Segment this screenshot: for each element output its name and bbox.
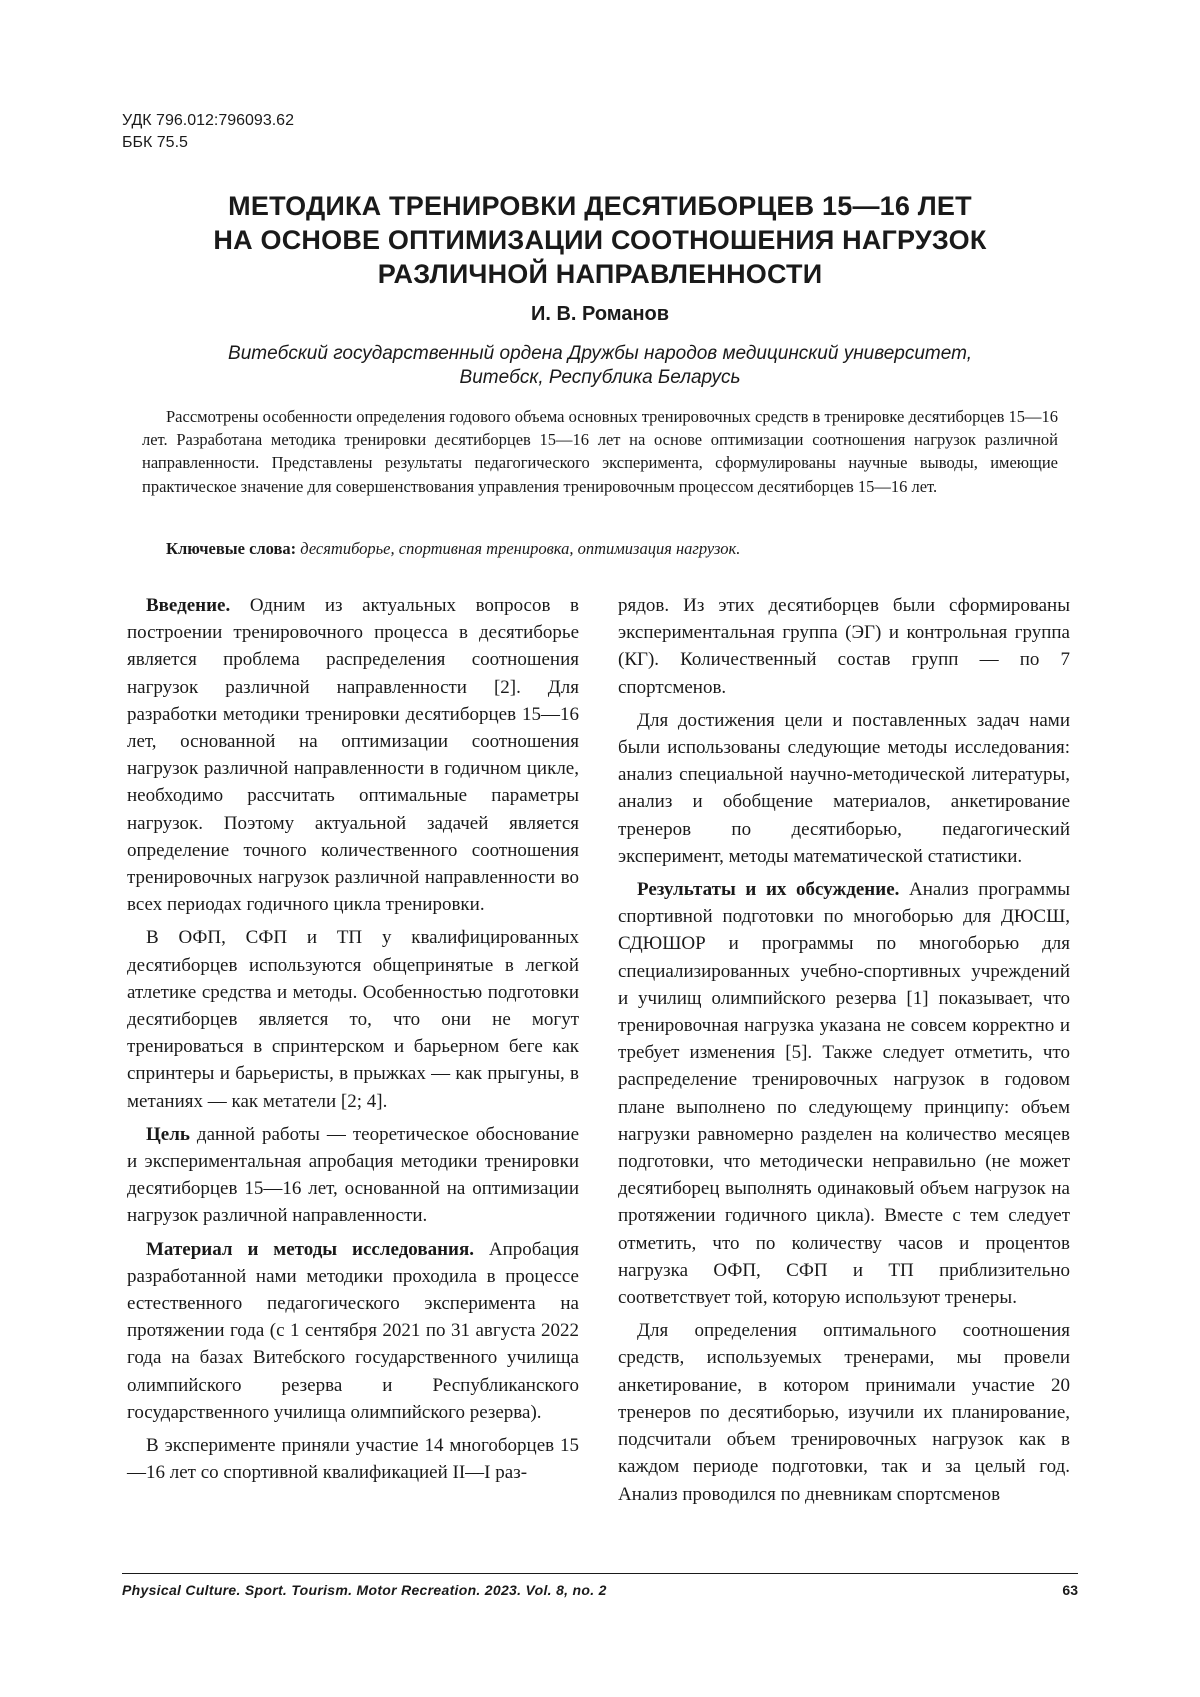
paragraph-materials-methods [127,1236,579,1426]
paragraph-results [618,876,1070,1311]
section-heading-results: Результаты и их обсуждение. [637,879,900,901]
title-line-1: МЕТОДИКА ТРЕНИРОВКИ ДЕСЯТИБОРЦЕВ 15—16 ЛЕТ [228,191,972,221]
udc-code: УДК 796.012:796093.62 [122,112,294,129]
article-title [150,189,1050,291]
title-line-2: НА ОСНОВЕ ОПТИМИЗАЦИИ СООТНОШЕНИЯ НАГРУЗОК [213,225,987,255]
right-column [618,592,1070,1514]
abstract: Рассмотрены особенности определения годового объема основных тренировочных средств в тренировке десятиборцев 15—16 лет. Разработана методика тренировки десятиборцев 15—16 лет на основе оптимизации соотношения нагрузок различной направленности. Представлены результаты педагогического эксперимента, сформулированы научные выводы, имеющие практическое значение для совершенствования управления тренировочным процессом десятиборцев 15—16 лет. [142,407,1058,496]
section-heading-introduction: Введение. [146,595,231,616]
page-number: 63 [1062,1582,1078,1598]
journal-citation: Physical Culture. Sport. Tourism. Motor Recreation. 2023. Vol. 8, no. 2 [122,1582,607,1598]
bbk-code: ББК 75.5 [122,134,188,151]
paragraph-participants: В эксперименте приняли участие 14 многоборцев 15—16 лет со спортивной квалификацией II—I раз- [127,1435,579,1484]
keywords [166,539,1046,559]
paragraph-introduction [127,592,579,918]
author-name: И. В. Романов [530,303,670,325]
footer-divider [122,1573,1078,1574]
paragraph-survey: Для определения оптимального соотношения средств, используемых тренерами, мы провели анкетирование, в котором принимали участие 20 тренеров по десятиборью, изучили их планирование, подсчитали объем тренировочных нагрузок как в каждом периоде подготовки, так и за целый год. Анализ проводился по дневникам спортсменов [618,1320,1070,1505]
affiliation [150,342,1050,390]
paragraph-research-methods: Для достижения цели и поставленных задач нами были использованы следующие методы исследования: анализ специальной научно-методической литературы, анализ и обобщение материалов, анкетирование тренеров по десятиборью, педагогический эксперимент, методы математической статистики. [618,709,1070,867]
classification-codes [122,110,294,154]
keywords-label: Ключевые слова: [166,539,297,558]
left-column [127,592,579,1493]
paragraph-training-methods: В ОФП, СФП и ТП у квалифицированных десятиборцев используются общепринятые в легкой атлетике средства и методы. Особенностью подготовки десятиборцев является то, что они не могут тренироваться в спринтерском и барьерном беге как спринтеры и барьеристы, в прыжках — как прыгуны, в метаниях — как метатели [2; 4]. [127,927,579,1112]
affiliation-line-1: Витебский государственный ордена Дружбы народов медицинский университет, [228,343,972,364]
paragraph-text: Одним из актуальных вопросов в построении тренировочного процесса в десятиборье является проблема распределения соотношения нагрузок различной направленности [2]. Для разработки методики тренировки десятиборцев 15—16 лет, основанной на оптимизации соотношения нагрузок различной направленности в годичном цикле, необходимо рассчитать оптимальные параметры нагрузок. Поэтому актуальной задачей является определение точного количественного соотношения тренировочных нагрузок различной направленности во всех периодах годичного цикла тренировки. [127,595,579,916]
section-heading-materials-methods: Материал и методы исследования. [146,1238,475,1260]
title-line-3: РАЗЛИЧНОЙ НАПРАВЛЕННОСТИ [377,259,823,289]
paragraph-goal [127,1121,579,1230]
paragraph-groups: рядов. Из этих десятиборцев были сформированы экспериментальная группа (ЭГ) и контрольная группа (КГ). Количественный состав групп — по 7 спортсменов. [618,595,1070,698]
section-heading-goal: Цель [146,1123,190,1145]
paragraph-text: Анализ программы спортивной подготовки по многоборью для ДЮСШ, СДЮШОР и программы по многоборью для специализированных учебно-спортивных учреждений и училищ олимпийского резерва [1] показывает, что тренировочная нагрузка указана не совсем корректно и требует изменения [5]. Также следует отметить, что распределение тренировочных нагрузок в годовом плане выполнено по следующему принципу: объем нагрузки равномерно разделен на количество месяцев подготовки, что методически неправильно (не может десятиборец выполнять одинаковый объем нагрузок на протяжении годичного цикла). Вместе с тем следует отметить, что по количеству часов и процентов нагрузка ОФП, СФП и ТП приблизительно соответствует той, которую используют тренеры. [618,879,1070,1309]
affiliation-line-2: Витебск, Республика Беларусь [459,367,741,388]
paragraph-text: Апробация разработанной нами методики проходила в процессе естественного педагогического эксперимента на протяжении года (с 1 сентября 2021 по 31 августа 2022 года на базах Витебского государственного училища олимпийского резерва и Республиканского государственного училища олимпийского резерва). [127,1238,579,1423]
keywords-text: десятиборье, спортивная тренировка, оптимизация нагрузок. [300,539,741,558]
paragraph-text: данной работы — теоретическое обоснование и экспериментальная апробация методики тренировки десятиборцев 15—16 лет, основанной на оптимизации нагрузок различной направленности. [127,1123,579,1227]
